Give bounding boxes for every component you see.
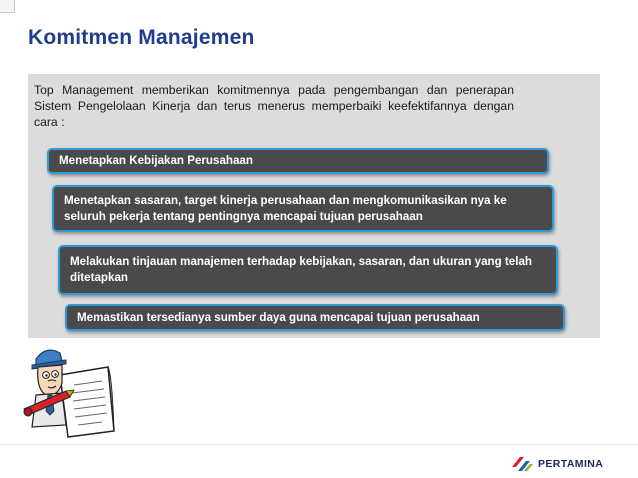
step-box-1	[47, 148, 549, 174]
corner-thumbnail-icon	[0, 0, 15, 13]
step-label-1: Menetapkan Kebijakan Perusahaan	[59, 154, 253, 167]
step-box-3	[58, 245, 558, 295]
content-panel	[28, 74, 600, 338]
slide-title: Komitmen Manajemen	[28, 26, 255, 49]
footer-divider	[0, 444, 638, 445]
manager-clipart-icon	[22, 345, 122, 440]
step-label-2: Menetapkan sasaran, target kinerja perusahaan dan mengkomunikasikan nya ke seluruh pekerja tentang pentingnya mencapai tujuan perusahaan	[64, 193, 507, 223]
step-label-4: Memastikan tersedianya sumber daya guna mencapai tujuan perusahaan	[77, 310, 480, 324]
step-label-3: Melakukan tinjauan manajemen terhadap kebijakan, sasaran, dan ukuran yang telah ditetapkan	[70, 255, 532, 284]
pertamina-logo-text: PERTAMINA	[538, 458, 604, 470]
step-box-4	[65, 304, 565, 331]
step-box-2	[52, 185, 554, 232]
pertamina-logo-icon	[510, 455, 534, 473]
intro-text: Top Management memberikan komitmennya pada pengembangan dan penerapan Sistem Pengelolaan Kinerja dan terus menerus memperbaiki keefektifannya dengan cara :	[34, 83, 514, 129]
